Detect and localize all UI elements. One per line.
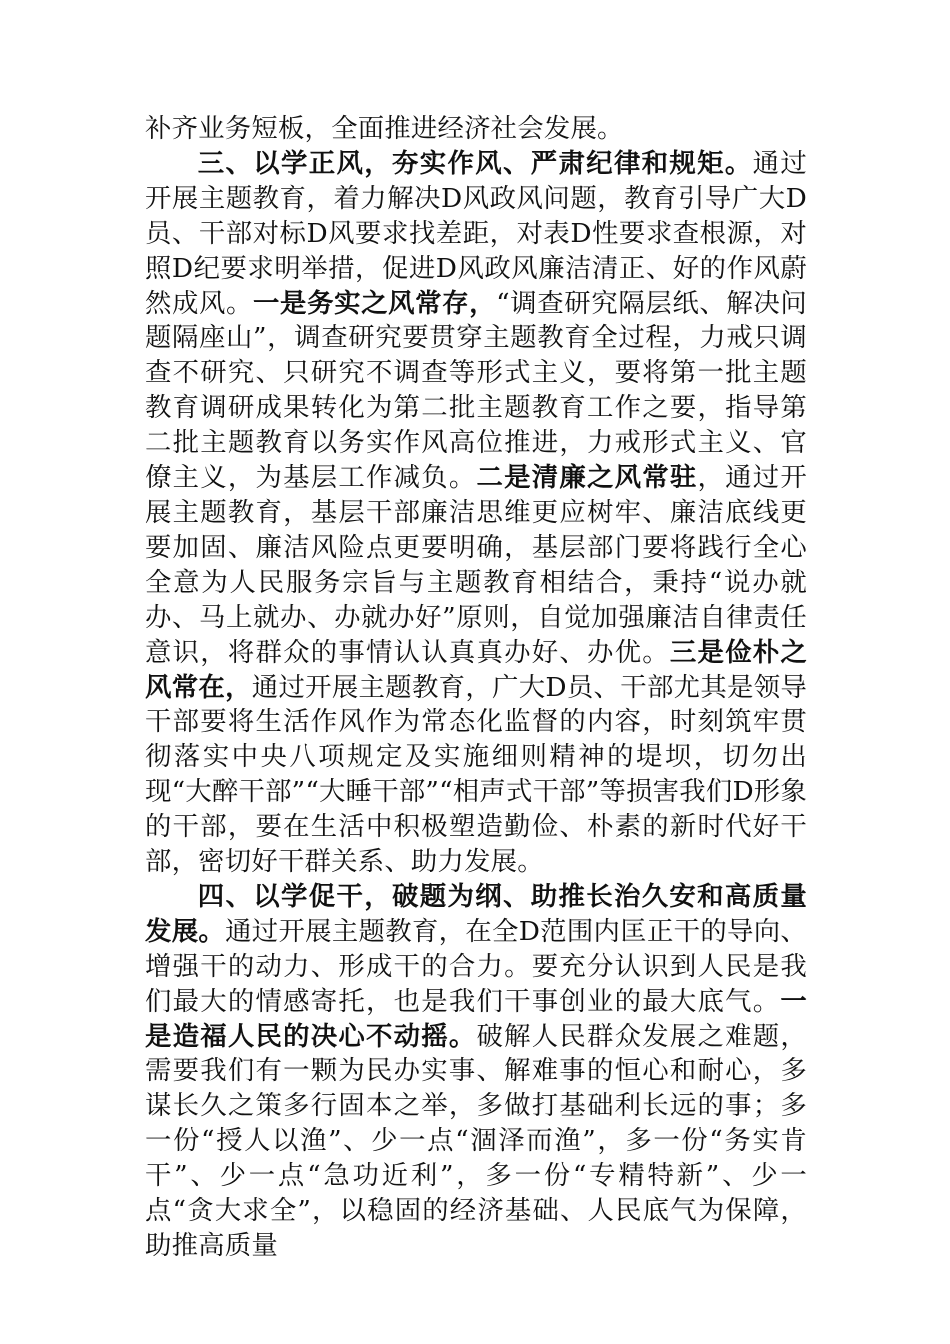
document-page <box>145 112 807 1264</box>
paragraph-3 <box>145 880 807 1264</box>
paragraph-3-text-a: 通过开展主题教育，在全D范围内匡正干的导向、增强干的动力、形成干的合力。要充分认识到人民是我们最大的情感寄托，也是我们干事创业的最大底气。 <box>145 915 808 1017</box>
point-2-heading: 二是清廉之风常驻 <box>476 462 698 494</box>
section-heading-3: 三、以学正风，夯实作风、严肃纪律和规矩。 <box>197 147 753 179</box>
point-3-heading: 三是俭朴之风常在， <box>145 636 808 703</box>
paragraph-2-text-a: 通过开展主题教育，着力解决D风政风问题，教育引导广大D员、干部对标D风要求找差距，对表D性要求查根源，对照D纪要求明举措，促进D风政风廉洁清正、好的作风蔚然成风。 <box>145 147 808 319</box>
paragraph-2-text-d: 通过开展主题教育，广大D员、干部尤其是领导干部要将生活作风作为常态化监督的内容，时刻筑牢贯彻落实中央八项规定及实施细则精神的堤坝，切勿出现“大醉干部”“大睡干部”“相声式干部”等损害我们D形象的干部，要在生活中积极塑造勤俭、朴素的新时代好干部，密切好干群关系、助力发展。 <box>145 671 807 878</box>
point-1-heading: 一是务实之风常存， <box>253 287 497 319</box>
paragraph-2-text-c: ，通过开展主题教育，基层干部廉洁思维更应树牢、廉洁底线更要加固、廉洁风险点更要明确，基层部门要将践行全心全意为人民服务宗旨与主题教育相结合，秉持“说办就办、马上就办、办就办好”原则，自觉加强廉洁自律责任意识，将群众的事情认认真真办好、办优。 <box>145 462 807 668</box>
section-heading-4: 四、以学促干，破题为纲、助推长治久安和高质量发展。 <box>145 880 807 947</box>
paragraph-2-text-b: “调查研究隔层纸、解决问题隔座山”，调查研究要贯穿主题教育全过程，力戒只调查不研究、只研究不调查等形式主义，要将第一批主题教育调研成果转化为第二批主题教育工作之要，指导第二批主题教育以务实作风高位推进，力戒形式主义、官僚主义，为基层工作减负。 <box>145 287 807 494</box>
paragraph-2 <box>145 147 807 880</box>
paragraph-1-text: 补齐业务短板，全面推进经济社会发展。 <box>145 113 624 144</box>
point-4-1-heading: 一是造福人民的决心不动摇。 <box>145 985 807 1052</box>
paragraph-1 <box>145 112 807 147</box>
paragraph-3-text-b: 破解人民群众发展之难题，需要我们有一颗为民办实事、解难事的恒心和耐心，多谋长久之策多行固本之举，多做打基础利长远的事；多一份“授人以渔”、少一点“涸泽而渔”，多一份“务实肯干”、少一点“急功近利”，多一份“专精特新”、少一点“贪大求全”，以稳固的经济基础、人民底气为保障，助推高质量 <box>145 1020 807 1261</box>
